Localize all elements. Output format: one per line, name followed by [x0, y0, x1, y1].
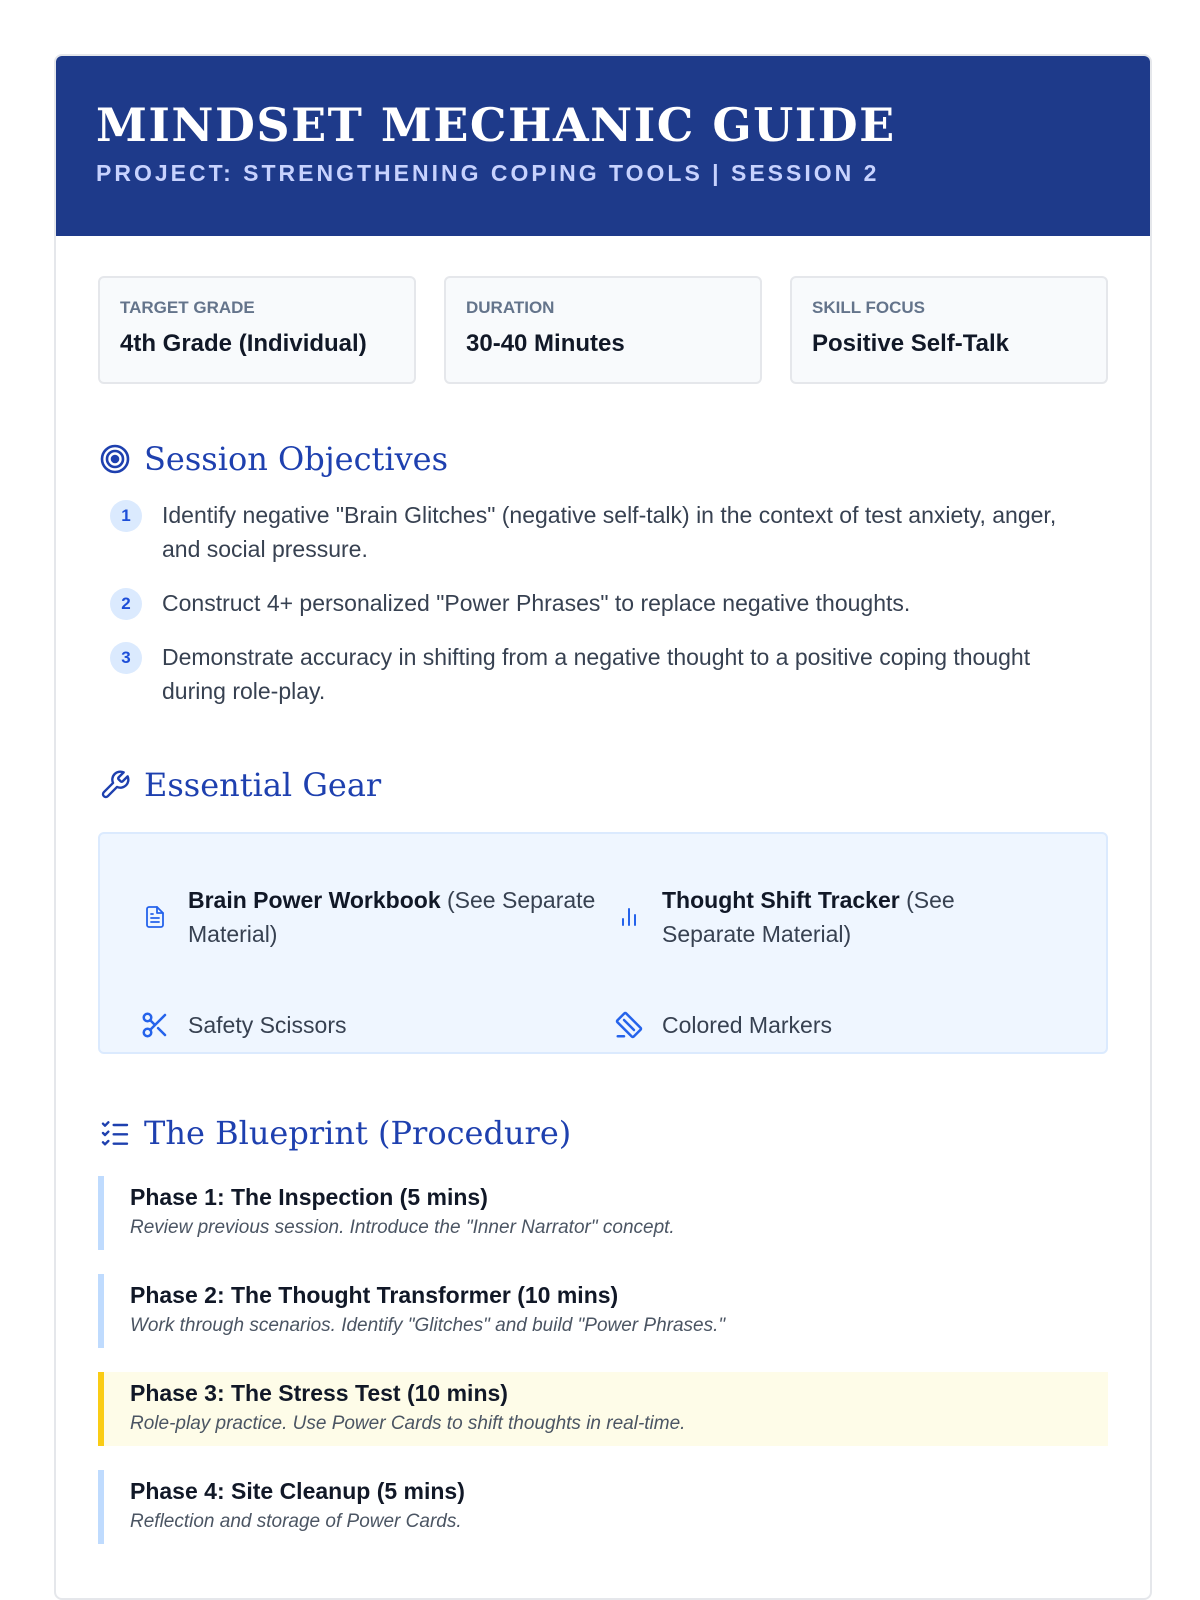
objectives-heading	[98, 440, 1108, 478]
document-icon	[140, 902, 170, 932]
phase-4	[98, 1470, 1108, 1544]
phase-2	[98, 1274, 1108, 1348]
scissors-icon	[140, 1010, 170, 1040]
phase-desc: Role-play practice. Use Power Cards to shift thoughts in real-time.	[130, 1413, 686, 1434]
gear-item-markers	[614, 997, 1054, 1052]
meta-label: DURATION	[466, 298, 555, 317]
wrench-icon	[98, 768, 132, 802]
phase-desc: Review previous session. Introduce the "Inner Narrator" concept.	[130, 1217, 675, 1238]
objective-text: Identify negative "Brain Glitches" (negative self-talk) in the context of test anxiety, anger, and social pressure.	[162, 502, 1057, 562]
gear-name: Thought Shift Tracker	[662, 886, 900, 913]
checklist-icon	[98, 1116, 132, 1150]
number-badge: 2	[110, 588, 142, 620]
gear-box	[98, 832, 1108, 1054]
content	[56, 276, 1150, 1544]
phase-name: Phase 4: Site Cleanup (5 mins)	[130, 1478, 465, 1504]
gear-title: Essential Gear	[144, 766, 382, 804]
phase-3	[98, 1372, 1108, 1446]
meta-skill-focus	[790, 276, 1108, 384]
gear-note: (See Separate Material)	[188, 886, 596, 947]
target-icon	[98, 442, 132, 476]
meta-target-grade	[98, 276, 416, 384]
meta-value: 4th Grade (Individual)	[120, 330, 367, 357]
phase-1	[98, 1176, 1108, 1250]
gear-note: Colored Markers	[662, 1011, 832, 1038]
number-badge: 1	[110, 500, 142, 532]
gear-note: Safety Scissors	[188, 1011, 347, 1038]
guide-card	[54, 54, 1152, 1600]
objective-text: Construct 4+ personalized "Power Phrases" to replace negative thoughts.	[162, 590, 911, 616]
list-item	[98, 640, 1108, 708]
list-item	[98, 586, 1108, 620]
phase-name: Phase 3: The Stress Test (10 mins)	[130, 1380, 508, 1406]
gear-heading	[98, 766, 1108, 804]
phase-desc: Work through scenarios. Identify "Glitches" and build "Power Phrases."	[130, 1315, 726, 1336]
meta-row	[98, 276, 1108, 384]
meta-duration	[444, 276, 762, 384]
objectives-list	[98, 498, 1108, 708]
meta-value: 30-40 Minutes	[466, 330, 625, 357]
objective-text: Demonstrate accuracy in shifting from a negative thought to a positive coping thought during role-play.	[162, 644, 1031, 704]
marker-icon	[614, 1010, 644, 1040]
gear-name: Brain Power Workbook	[188, 886, 441, 913]
phase-name: Phase 2: The Thought Transformer (10 mins)	[130, 1282, 619, 1308]
list-item	[98, 498, 1108, 566]
gear-item-scissors	[140, 997, 614, 1052]
gear-note: (See Separate Material)	[662, 886, 955, 947]
gear-item-tracker	[614, 872, 1054, 961]
objectives-title: Session Objectives	[144, 440, 449, 478]
header	[56, 56, 1150, 236]
meta-value: Positive Self-Talk	[812, 330, 1009, 357]
blueprint-heading	[98, 1114, 1108, 1152]
bar-chart-icon	[614, 902, 644, 932]
page-title: MINDSET MECHANIC GUIDE	[96, 98, 896, 152]
number-badge: 3	[110, 642, 142, 674]
blueprint-title: The Blueprint (Procedure)	[144, 1114, 572, 1152]
phase-name: Phase 1: The Inspection (5 mins)	[130, 1184, 488, 1210]
phase-desc: Reflection and storage of Power Cards.	[130, 1511, 462, 1532]
meta-label: TARGET GRADE	[120, 298, 255, 317]
page-subtitle: PROJECT: STRENGTHENING COPING TOOLS | SESSION 2	[96, 160, 880, 186]
gear-item-workbook	[140, 872, 614, 961]
meta-label: SKILL FOCUS	[812, 298, 926, 317]
